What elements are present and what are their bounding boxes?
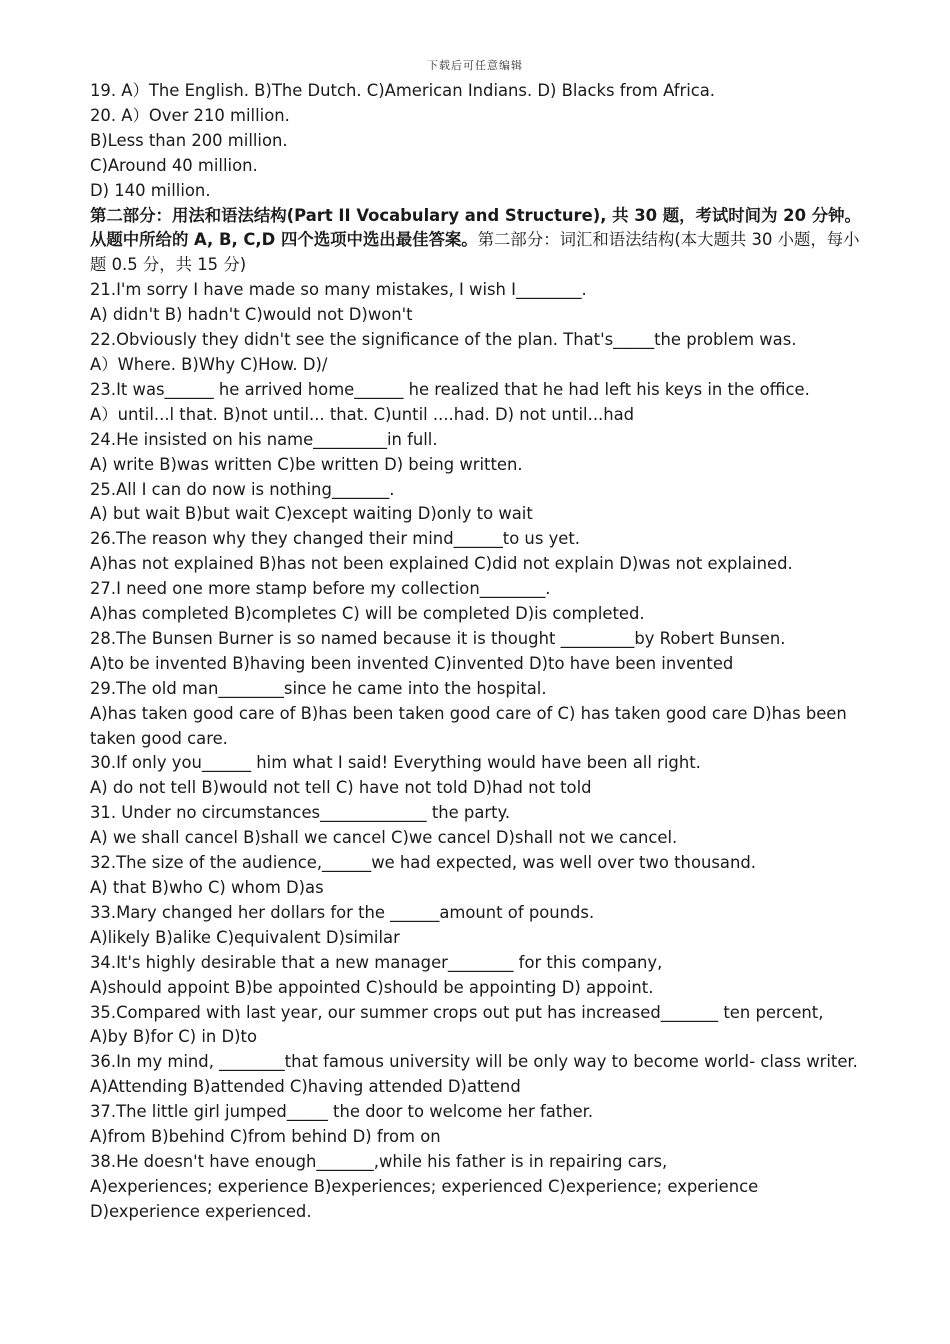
question-37-options: A)from B)behind C)from behind D) from on [90,1127,441,1147]
question-32: 32.The size of the audience,______we had expected, was well over two thousand. [90,853,756,873]
document-body [90,79,866,1225]
question-19-line: 19. A）The English. B)The Dutch. C)American Indians. D) Blacks from Africa. [90,81,716,100]
question-20-option-d: D) 140 million. [90,180,211,200]
question-23: 23.It was______ he arrived home______ he realized that he had left his keys in the office. [90,379,810,399]
section-2-bold-text: 第二部分：用法和语法结构(Part II Vocabulary and Structure), 共 30 题，考试时间为 20 分钟。从题中所给的 A, B, C,D 四个选项中选出最佳答案。 [90,205,861,250]
question-26-options: A)has not explained B)has not been explained C)did not explain D)was not explained. [90,554,793,574]
question-37: 37.The little girl jumped_____ the door to welcome her father. [90,1102,594,1122]
question-34-options: A)should appoint B)be appointed C)should be appointing D) appoint. [90,977,654,997]
question-30-options: A) do not tell B)would not tell C) have not told D)had not told [90,778,592,798]
question-31: 31. Under no circumstances_____________ the party. [90,803,511,823]
question-21: 21.I'm sorry I have made so many mistakes, I wish I________. [90,280,587,300]
question-23-options: A）until...l that. B)not until... that. C)until ....had. D) not until...had [90,404,635,424]
question-21-options: A) didn't B) hadn't C)would not D)won't [90,305,413,325]
question-32-options: A) that B)who C) whom D)as [90,878,324,897]
question-36-options: A)Attending B)attended C)having attended D)attend [90,1077,521,1097]
question-27-options: A)has completed B)completes C) will be completed D)is completed. [90,604,645,624]
page-header: 下载后可任意编辑 [427,59,523,72]
question-38: 38.He doesn't have enough_______,while his father is in repairing cars, [90,1151,668,1171]
question-20-option-b: B)Less than 200 million. [90,130,288,150]
question-29: 29.The old man________since he came into the hospital. [90,678,547,698]
question-30: 30.If only you______ him what I said! Everything would have been all right. [90,753,701,773]
question-27: 27.I need one more stamp before my collection________. [90,579,551,599]
question-25-options: A) but wait B)but wait C)except waiting D)only to wait [90,504,533,524]
question-38-options: A)experiences; experience B)experiences; experienced C)experience; experience D)experience experienced. [90,1176,759,1221]
question-35-options: A)by B)for C) in D)to [90,1027,257,1047]
question-26: 26.The reason why they changed their mind______to us yet. [90,529,580,549]
question-24-options: A) write B)was written C)be written D) being written. [90,454,523,474]
question-31-options: A) we shall cancel B)shall we cancel C)we cancel D)shall not we cancel. [90,828,678,848]
question-33: 33.Mary changed her dollars for the ______amount of pounds. [90,902,595,922]
question-20-line: 20. A）Over 210 million. [90,105,290,125]
question-28-options: A)to be invented B)having been invented C)invented D)to have been invented [90,653,734,673]
question-34: 34.It's highly desirable that a new manager________ for this company, [90,952,663,972]
question-28: 28.The Bunsen Burner is so named because it is thought _________by Robert Bunsen. [90,628,786,648]
question-25: 25.All I can do now is nothing_______. [90,479,395,499]
question-35: 35.Compared with last year, our summer crops out put has increased_______ ten percent, [90,1002,824,1022]
question-29-options: A)has taken good care of B)has been taken good care of C) has taken good care D)has been taken good care. [90,703,847,748]
section-2-normal-text: 第二部分：词汇和语法结构(本大题共 30 小题，每小题 0.5 分，共 15 分) [90,230,860,275]
question-36: 36.In my mind, ________that famous university will be only way to become world- class writer. [90,1052,858,1072]
question-22: 22.Obviously they didn't see the significance of the plan. That's_____the problem was. [90,330,797,350]
question-20-option-c: C)Around 40 million. [90,155,258,175]
section-2-instructions [90,204,866,279]
question-33-options: A)likely B)alike C)equivalent D)similar [90,927,400,947]
question-22-options: A）Where. B)Why C)How. D)/ [90,354,328,374]
question-24: 24.He insisted on his name_________in full. [90,429,438,449]
